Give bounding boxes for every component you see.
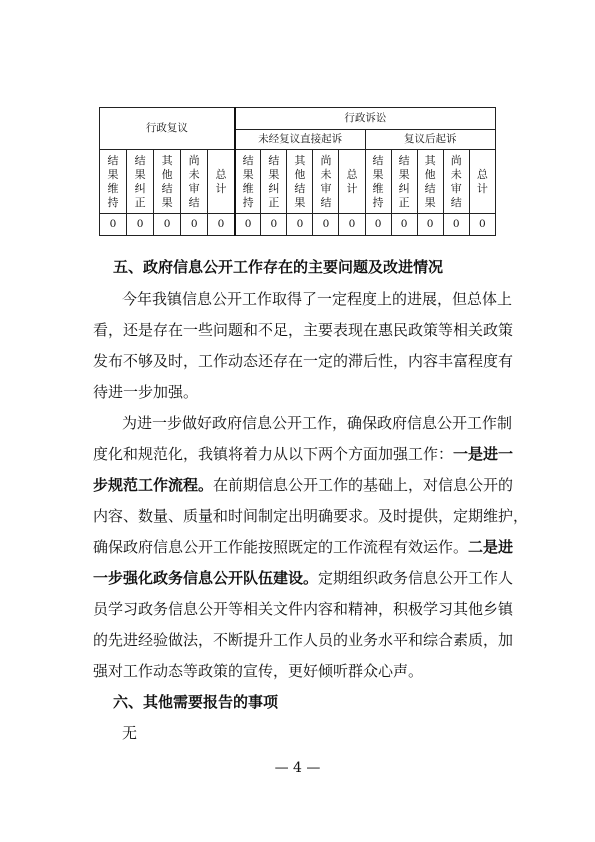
table-cell: 0 (261, 214, 287, 236)
table-cell: 0 (154, 214, 181, 236)
col-label: 结果纠正 (268, 153, 280, 209)
table-cell: 0 (100, 214, 127, 236)
litigation-review-table (99, 107, 496, 236)
table-cell: 0 (127, 214, 154, 236)
section5-heading: 五、政府信息公开工作存在的主要问题及改进情况 (113, 258, 444, 276)
admin-review-header: 行政复议 (100, 108, 235, 150)
table-cell: 0 (208, 214, 235, 236)
col-label: 其他结果 (161, 153, 173, 209)
table-cell: 0 (391, 214, 417, 236)
col-label: 其他结果 (294, 153, 306, 209)
paragraph-line: 内容、数量、质量和时间制定出明确要求。及时提供，定期维护， (93, 507, 529, 525)
section6-content: 无 (122, 724, 138, 742)
table-cell: 0 (287, 214, 313, 236)
paragraph-line (93, 536, 514, 557)
table-cell: 0 (365, 214, 391, 236)
after-review-suit-header: 复议后起诉 (365, 130, 495, 150)
paragraph-line (93, 443, 514, 464)
table-cell: 0 (443, 214, 469, 236)
bold-text-run: 步规范工作流程。 (93, 476, 214, 494)
table-cell: 0 (469, 214, 495, 236)
col-label: 总计 (215, 167, 227, 195)
direct-suit-header: 未经复议直接起诉 (235, 130, 365, 150)
paragraph-line: 强对工作动态等政策的宣传，更好倾听群众心声。 (93, 662, 424, 680)
section6-heading: 六、其他需要报告的事项 (113, 693, 279, 711)
text-run: 度化和规范化，我镇将着力从以下两个方面加强工作： (93, 445, 454, 463)
table-cell: 0 (417, 214, 443, 236)
paragraph-line: 看，还是存在一些问题和不足，主要表现在惠民政策等相关政策 (93, 321, 514, 339)
table-cell: 0 (339, 214, 365, 236)
text-run: 定期组织政务信息公开工作人 (318, 569, 514, 587)
bold-text-run: 二是进 (468, 538, 514, 556)
text-run: 确保政府信息公开工作能按照既定的工作流程有效运作。 (93, 538, 469, 556)
page-number: — 4 — (274, 760, 321, 776)
paragraph-line: 的先进经验做法，不断提升工作人员的业务水平和综合素质，加 (93, 631, 514, 649)
admin-litigation-header: 行政诉讼 (235, 108, 496, 130)
col-label: 结果纠正 (398, 153, 410, 209)
paragraph-line: 为进一步做好政府信息公开工作，确保政府信息公开工作制 (122, 414, 513, 432)
paragraph-line: 员学习政务信息公开等相关文件内容和精神，积极学习其他乡镇 (93, 600, 514, 618)
col-label: 尚未审结 (188, 153, 200, 209)
bold-text-run: 一步强化政务信息公开队伍建设。 (93, 569, 319, 587)
col-label: 总计 (346, 167, 358, 195)
col-label: 结果维持 (242, 153, 254, 209)
col-label: 结果维持 (107, 153, 119, 209)
col-label: 结果维持 (372, 153, 384, 209)
bold-text-run: 一是进一 (453, 445, 514, 463)
paragraph-line: 发布不够及时，工作动态还存在一定的滞后性，内容丰富程度有 (93, 352, 514, 370)
paragraph-line (93, 474, 514, 495)
col-label: 总计 (476, 167, 488, 195)
table-row (100, 214, 496, 236)
paragraph-line (93, 567, 514, 588)
col-label: 尚未审结 (320, 153, 332, 209)
text-run: 在前期信息公开工作的基础上，对信息公开的 (213, 476, 514, 494)
table-cell: 0 (313, 214, 339, 236)
col-label: 尚未审结 (450, 153, 462, 209)
col-label: 结果纠正 (134, 153, 146, 209)
table-cell: 0 (181, 214, 208, 236)
paragraph-line: 待进一步加强。 (93, 383, 199, 401)
paragraph-line: 今年我镇信息公开工作取得了一定程度上的进展，但总体上 (122, 290, 513, 308)
col-label: 其他结果 (424, 153, 436, 209)
table-cell: 0 (235, 214, 261, 236)
